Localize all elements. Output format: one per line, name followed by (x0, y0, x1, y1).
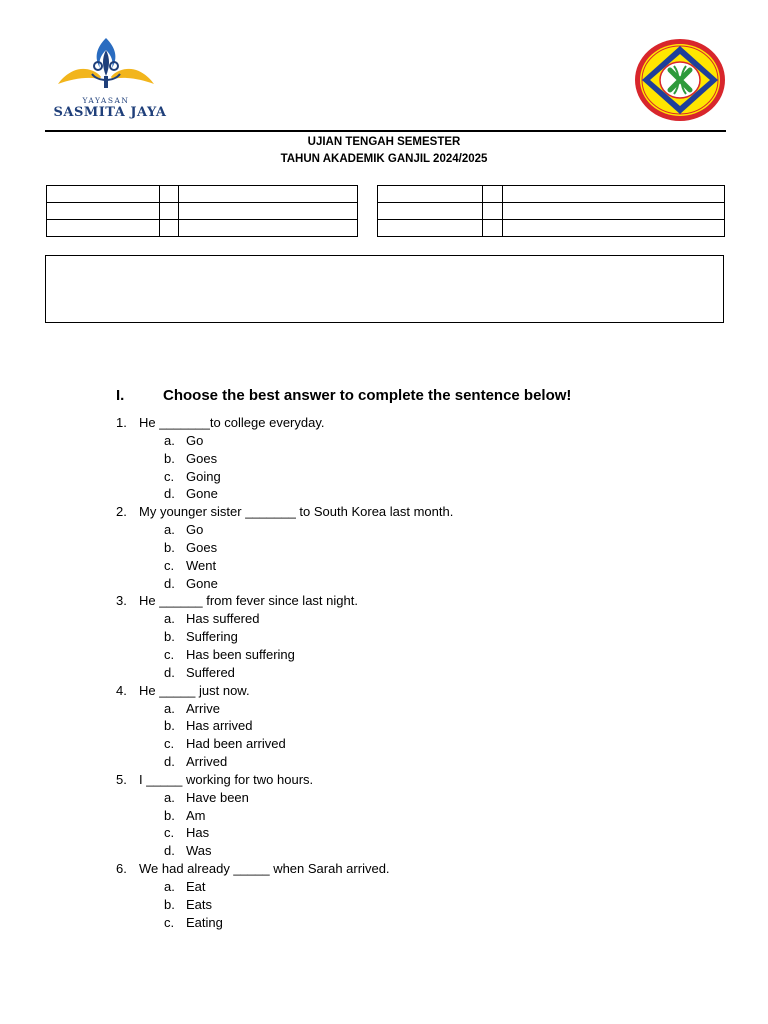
instructions-box (45, 255, 724, 323)
section-number: I. (116, 387, 125, 404)
answer-option[interactable] (0, 521, 768, 539)
option-letter: b. (164, 539, 175, 555)
answer-option[interactable] (0, 575, 768, 593)
option-text: Goes (186, 539, 218, 555)
academic-year: TAHUN AKADEMIK GANJIL 2024/2025 (280, 153, 488, 165)
option-letter: c. (164, 825, 175, 841)
info-value-cell[interactable] (179, 203, 358, 220)
question-item (0, 682, 768, 700)
option-letter: a. (164, 878, 175, 894)
org-name: SASMITA JAYA (53, 105, 167, 120)
option-text: Eats (186, 896, 213, 912)
option-text: Am (186, 807, 206, 823)
option-letter: a. (164, 700, 175, 716)
option-text: Had been arrived (186, 736, 286, 752)
question-item (0, 592, 768, 610)
option-letter: d. (164, 753, 175, 769)
question-item (0, 414, 768, 432)
option-text: Gone (186, 575, 218, 591)
option-text: Suffered (186, 664, 235, 680)
option-letter: c. (164, 914, 175, 930)
answer-option[interactable] (0, 789, 768, 807)
option-text: Go (186, 522, 204, 538)
info-label-cell[interactable] (47, 203, 160, 220)
answer-option[interactable] (0, 735, 768, 753)
answer-option[interactable] (0, 824, 768, 842)
option-letter: d. (164, 664, 175, 680)
option-text: Suffering (186, 629, 238, 645)
option-text: Have been (186, 789, 249, 805)
header-divider (45, 130, 726, 132)
option-letter: b. (164, 896, 175, 912)
option-text: Gone (186, 486, 218, 502)
info-colon-cell (160, 220, 179, 237)
option-letter: d. (164, 575, 175, 591)
university-seal-icon (634, 38, 726, 122)
info-value-cell[interactable] (503, 203, 725, 220)
info-label-cell[interactable] (47, 220, 160, 237)
answer-option[interactable] (0, 914, 768, 932)
question-item (0, 771, 768, 789)
answer-option[interactable] (0, 664, 768, 682)
answer-option[interactable] (0, 539, 768, 557)
org-small-label: YAYASAN (82, 96, 130, 105)
answer-option[interactable] (0, 610, 768, 628)
option-text: Eat (186, 878, 206, 894)
question-number: 2. (116, 504, 127, 520)
info-colon-cell (483, 220, 503, 237)
option-text: Has (186, 825, 210, 841)
answer-option[interactable] (0, 807, 768, 825)
question-text: He _____ just now. (139, 682, 250, 698)
question-number: 1. (116, 415, 127, 430)
option-text: Going (186, 468, 221, 484)
question-text: We had already _____ when Sarah arrived. (139, 860, 390, 876)
option-letter: a. (164, 433, 175, 448)
option-letter: d. (164, 486, 175, 502)
info-colon-cell (483, 203, 503, 220)
option-letter: b. (164, 807, 175, 823)
answer-option[interactable] (0, 468, 768, 486)
option-letter: a. (164, 611, 175, 627)
question-text: He _______to college everyday. (139, 415, 325, 430)
option-text: Arrive (186, 700, 220, 716)
option-text: Has arrived (186, 718, 253, 734)
sasmita-jaya-logo (52, 34, 168, 124)
answer-option[interactable] (0, 646, 768, 664)
info-value-cell[interactable] (179, 186, 358, 203)
option-letter: b. (164, 629, 175, 645)
info-colon-cell (483, 186, 503, 203)
info-label-cell[interactable] (47, 186, 160, 203)
answer-option[interactable] (0, 485, 768, 503)
option-letter: b. (164, 450, 175, 466)
option-text: Went (186, 557, 217, 573)
answer-option[interactable] (0, 450, 768, 468)
answer-option[interactable] (0, 557, 768, 575)
answer-option[interactable] (0, 628, 768, 646)
info-colon-cell (160, 186, 179, 203)
student-info-table-right (377, 185, 725, 237)
question-number: 4. (116, 682, 127, 698)
section-instruction: Choose the best answer to complete the sentence below! (163, 387, 572, 404)
question-number: 6. (116, 860, 127, 876)
question-number: 3. (116, 593, 127, 609)
info-label-cell[interactable] (378, 186, 483, 203)
info-value-cell[interactable] (179, 220, 358, 237)
option-text: Eating (186, 914, 223, 930)
info-colon-cell (160, 203, 179, 220)
question-item (0, 860, 768, 878)
option-text: Goes (186, 450, 218, 466)
option-text: Has been suffering (186, 646, 295, 662)
question-text: He ______ from fever since last night. (139, 593, 358, 609)
option-text: Arrived (186, 753, 228, 769)
info-value-cell[interactable] (503, 186, 725, 203)
question-text: My younger sister _______ to South Korea last month. (139, 504, 454, 520)
answer-option[interactable] (0, 842, 768, 860)
option-letter: c. (164, 736, 175, 752)
option-letter: b. (164, 718, 175, 734)
option-letter: c. (164, 468, 175, 484)
answer-option[interactable] (0, 753, 768, 771)
student-info-table-left (46, 185, 358, 237)
question-text: I _____ working for two hours. (139, 771, 314, 787)
option-text: Go (186, 433, 204, 448)
question-number: 5. (116, 771, 127, 787)
info-label-cell[interactable] (378, 220, 483, 237)
option-letter: a. (164, 522, 175, 538)
option-letter: c. (164, 557, 175, 573)
answer-option[interactable] (0, 700, 768, 718)
option-text: Was (186, 843, 212, 859)
foundation-emblem-icon (52, 34, 160, 94)
option-letter: c. (164, 646, 175, 662)
university-seal-logo (634, 38, 726, 122)
option-letter: d. (164, 843, 175, 859)
info-value-cell[interactable] (503, 220, 725, 237)
question-item (0, 503, 768, 521)
answer-option[interactable] (0, 717, 768, 735)
answer-option[interactable] (0, 878, 768, 896)
info-label-cell[interactable] (378, 203, 483, 220)
option-text: Has suffered (186, 611, 260, 627)
answer-option[interactable] (0, 896, 768, 914)
question-list (0, 414, 768, 931)
answer-option[interactable] (0, 432, 768, 450)
option-letter: a. (164, 789, 175, 805)
exam-title: UJIAN TENGAH SEMESTER (307, 136, 461, 148)
